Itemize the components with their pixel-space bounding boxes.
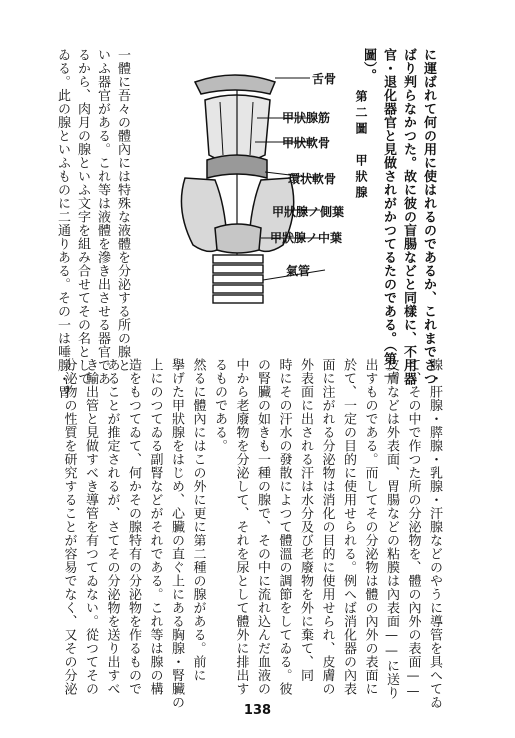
label-lateral-lobe: 甲狀腺ノ側葉 <box>272 205 345 219</box>
text-line: るものである。 <box>212 358 227 453</box>
text-line: いふ器官がある。これ等は液體を滲き出させる器官であ <box>95 48 110 386</box>
left-paragraph <box>52 48 132 399</box>
text-line: 圖）。 <box>361 48 376 82</box>
text-line: 擧げた甲狀腺をはじめ、心臟の直ぐ上にある胸腺・腎臟の <box>169 358 184 709</box>
text-line: 皮膚などは外表面、胃腸などの粘膜は內表面——に送り <box>384 358 399 700</box>
text-line: 時にその汗水の發散によつて體溫の調節をしてゐる。彼 <box>276 358 292 696</box>
bottom-paragraph <box>58 358 445 709</box>
text-line: 然るに體內にはこの外に更に第二種の腺がある。前に <box>190 358 206 682</box>
text-line: ゐる。此の腺といふものに二通りある。その一は唾腺・胃 <box>55 48 70 399</box>
label-thyroid-cartilage: 甲狀軟骨 <box>282 136 331 150</box>
thyroid-illustration <box>175 60 345 315</box>
text-line: き輸出管と見做すべき導管を有つてゐない。從つてその <box>83 358 98 696</box>
text-line: 造をもつてゐて、何かその腺特有の分泌物を作るもので <box>126 358 141 696</box>
text-line: 官・退化器官と見做されがかつてるたのである。（第二 <box>381 48 396 379</box>
text-line: 外表面に出される汗は水分及び老廢物を外に棄て、同 <box>298 358 313 682</box>
page-number: 138 <box>243 703 272 718</box>
text-line: ばり判らなかつた。故に彼の盲腸などと同樣に、不用器 <box>401 48 416 386</box>
text-line: 分泌物の性質を研究することが容易でなく、又その分泌 <box>61 358 77 696</box>
text-line: るから、肉月の腺といふ文字を組み合せてその名として <box>75 48 90 386</box>
label-hyoid: 舌骨 <box>312 72 337 86</box>
text-line: て、その中で作つた所の分泌物を、體の內外の表面—— <box>405 358 421 700</box>
text-line: 一體に吾々の體內には特殊な液體を分泌する所の腺と <box>115 48 130 372</box>
throat-anatomy-drawing <box>175 60 345 315</box>
text-line: 上にのつてゐる副腎などがそれである。これ等は腺の構 <box>147 358 163 696</box>
top-paragraph <box>358 48 438 386</box>
label-trachea: 氣管 <box>286 264 311 278</box>
label-cricoid-cartilage: 環状軟骨 <box>288 172 337 186</box>
label-middle-lobe: 甲狀腺ノ中葉 <box>270 231 343 245</box>
text-line: に運ばれて何の用に使はれるのであるか、これまでさつ <box>421 48 436 386</box>
text-line: の腎臟の如きも一種の腺で、その中に流れ込んだ血液の <box>255 358 270 696</box>
figure-caption: 第二圖 甲狀腺 <box>354 90 368 202</box>
text-line: 於て、一定の目的に使用せられる。例へば消化器の內表 <box>341 358 356 696</box>
text-line: 腺・肝腺・膵腺・乳腺・汗腺などのやうに導管を具へてゐ <box>427 358 442 709</box>
label-thyroid-muscle: 甲狀腺筋 <box>282 111 331 125</box>
text-line: 出すものである。而してその分泌物は體の內外の表面に <box>362 358 378 696</box>
text-line: 面に注がれる分泌物は消化の目的に使用せられ、皮膚の <box>319 358 335 696</box>
text-line: あることが推定されるが、さてその分泌物を送り出すべ <box>104 358 120 696</box>
text-line: 中から老廢物を分泌して、それを尿として體外に排出す <box>233 358 249 696</box>
